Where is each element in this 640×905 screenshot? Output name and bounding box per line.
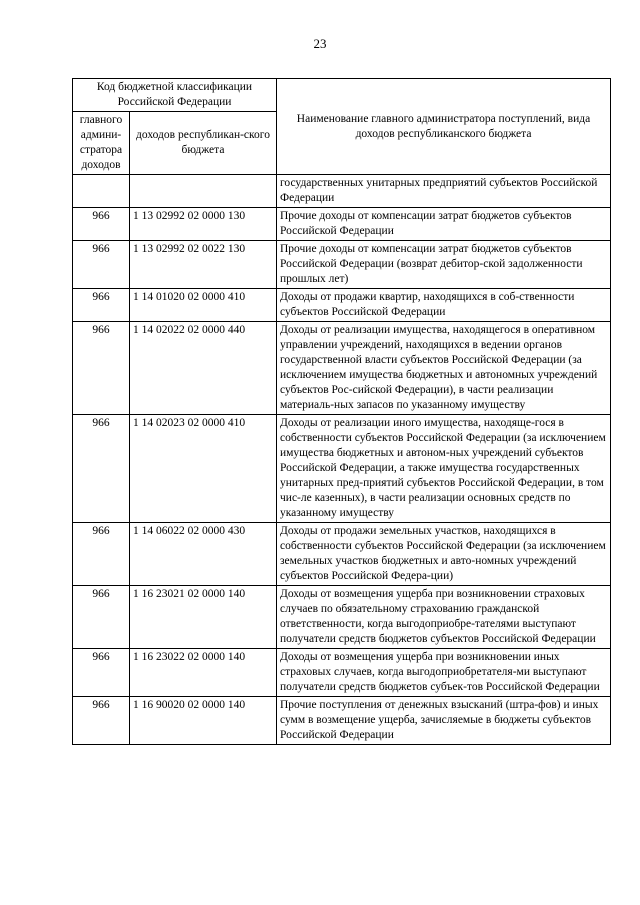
table-body bbox=[73, 175, 611, 745]
table-row bbox=[73, 523, 611, 586]
income-name-cell: Доходы от реализации имущества, находящегося в оперативном управлении учреждений, находящихся в ведении органов государственной власти субъектов Российской Федерации (за исключением имущества бюджетных и автономных учреждений субъектов Рос-сийской Федерации), в части реализации материаль-ных запасов по указанному имуществу bbox=[277, 322, 611, 415]
table-row bbox=[73, 322, 611, 415]
income-name-cell: Доходы от возмещения ущерба при возникновении страховых случаев по обязательному страхованию гражданской ответственности, когда выгодоприобре-тателями выступают получатели средств бюджетов субъектов Российской Федерации bbox=[277, 586, 611, 649]
admin-code-cell: 966 bbox=[73, 241, 130, 289]
admin-code-cell: 966 bbox=[73, 649, 130, 697]
income-name-cell: Доходы от реализации иного имущества, находяще-гося в собственности субъектов Российской Федерации (за исключением имущества бюджетных и автоном-ных учреждений субъектов Российской Федерации, а также имущества государственных унитарных пред-приятий субъектов Российской Федерации, в том чис-ле казенных), в части реализации основных средств по указанному имуществу bbox=[277, 415, 611, 523]
income-name-cell: Прочие доходы от компенсации затрат бюджетов субъектов Российской Федерации bbox=[277, 208, 611, 241]
admin-code-cell: 966 bbox=[73, 586, 130, 649]
page-number: 23 bbox=[313, 36, 327, 51]
income-code-cell bbox=[130, 175, 277, 208]
table-row bbox=[73, 586, 611, 649]
income-name-cell: Доходы от продажи квартир, находящихся в соб-ственности субъектов Российской Федерации bbox=[277, 289, 611, 322]
income-name-cell: Прочие поступления от денежных взысканий (штра-фов) и иных сумм в возмещение ущерба, зачисляемые в бюджеты субъектов Российской Федерации bbox=[277, 697, 611, 745]
admin-code-cell: 966 bbox=[73, 322, 130, 415]
income-code-cell: 1 14 02023 02 0000 410 bbox=[130, 415, 277, 523]
admin-code-cell: 966 bbox=[73, 415, 130, 523]
income-code-cell: 1 14 01020 02 0000 410 bbox=[130, 289, 277, 322]
admin-code-cell bbox=[73, 175, 130, 208]
header-income-column: доходов республикан-ского бюджета bbox=[130, 112, 277, 175]
table-row bbox=[73, 208, 611, 241]
table-row bbox=[73, 175, 611, 208]
table-row bbox=[73, 241, 611, 289]
income-code-cell: 1 16 90020 02 0000 140 bbox=[130, 697, 277, 745]
income-name-cell: Прочие доходы от компенсации затрат бюджетов субъектов Российской Федерации (возврат дебитор-ской задолженности прошлых лет) bbox=[277, 241, 611, 289]
header-code-group: Код бюджетной классификации Российской Федерации bbox=[73, 79, 277, 112]
admin-code-cell: 966 bbox=[73, 523, 130, 586]
income-code-cell: 1 14 06022 02 0000 430 bbox=[130, 523, 277, 586]
table-row bbox=[73, 697, 611, 745]
income-code-cell: 1 16 23021 02 0000 140 bbox=[130, 586, 277, 649]
income-code-cell: 1 13 02992 02 0000 130 bbox=[130, 208, 277, 241]
admin-code-cell: 966 bbox=[73, 208, 130, 241]
table-row bbox=[73, 415, 611, 523]
table-row bbox=[73, 649, 611, 697]
income-name-cell: Доходы от возмещения ущерба при возникновении иных страховых случаев, когда выгодоприобретателя-ми выступают получатели средств бюджетов субъек-тов Российской Федерации bbox=[277, 649, 611, 697]
income-name-cell: Доходы от продажи земельных участков, находящихся в собственности субъектов Российской Федерации (за исключением земельных участков бюджетных и авто-номных учреждений субъектов Российской Федера-ции) bbox=[277, 523, 611, 586]
income-code-cell: 1 16 23022 02 0000 140 bbox=[130, 649, 277, 697]
admin-code-cell: 966 bbox=[73, 289, 130, 322]
income-code-cell: 1 13 02992 02 0022 130 bbox=[130, 241, 277, 289]
header-admin-column: главного админи-стратора доходов bbox=[73, 112, 130, 175]
table-row bbox=[73, 289, 611, 322]
table-header-row bbox=[73, 79, 611, 112]
budget-classification-table bbox=[72, 78, 611, 745]
admin-code-cell: 966 bbox=[73, 697, 130, 745]
income-code-cell: 1 14 02022 02 0000 440 bbox=[130, 322, 277, 415]
header-name-column: Наименование главного администратора поступлений, вида доходов республиканского бюджета bbox=[277, 79, 611, 175]
income-name-cell: государственных унитарных предприятий субъектов Российской Федерации bbox=[277, 175, 611, 208]
